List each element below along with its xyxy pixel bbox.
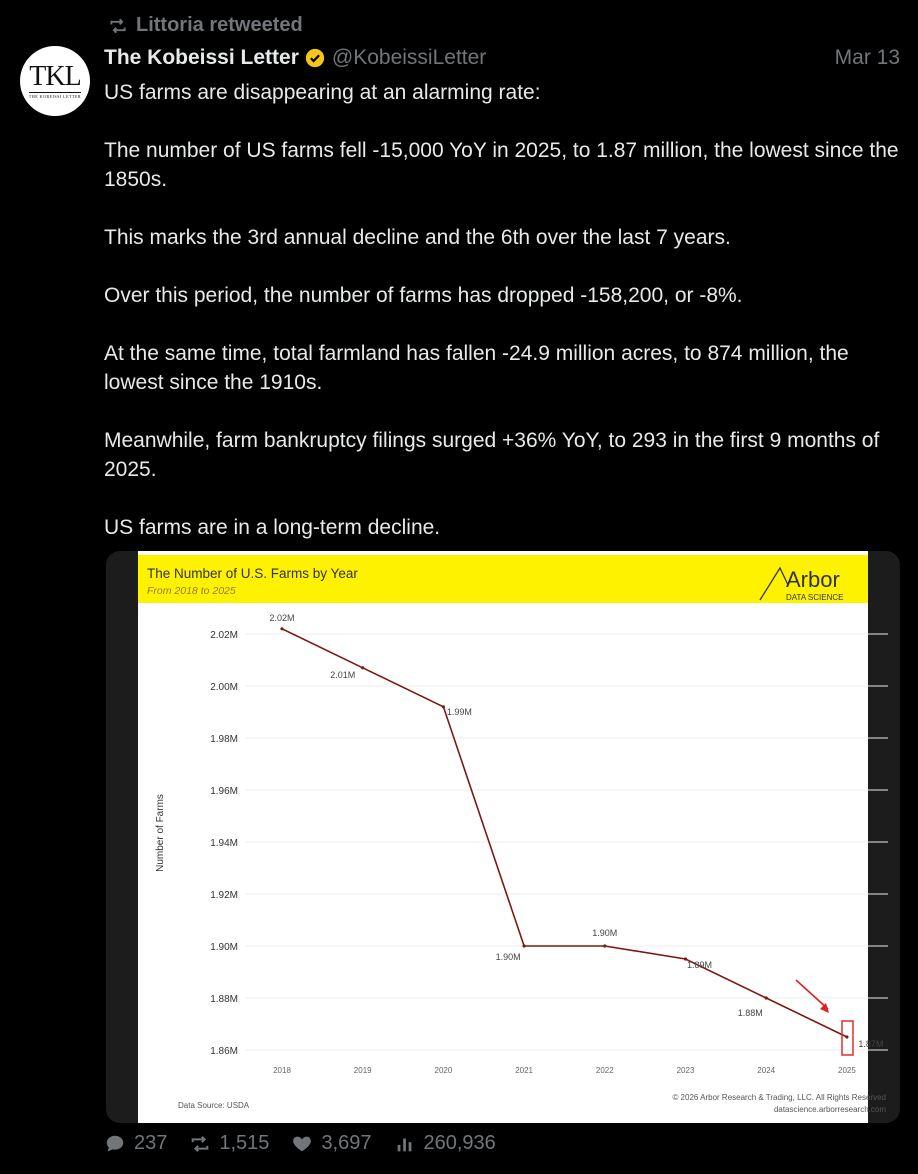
tweet-paragraph: US farms are disappearing at an alarming rate: xyxy=(104,81,541,104)
reply-button[interactable] xyxy=(104,1132,167,1155)
chart-subtitle: From 2018 to 2025 xyxy=(147,585,236,597)
chart-title: The Number of U.S. Farms by Year xyxy=(147,566,358,581)
data-label: 1.90M xyxy=(495,952,521,962)
tweet-paragraph: Over this period, the number of farms has dropped -158,200, or -8%. xyxy=(104,284,743,307)
tweet-media[interactable] xyxy=(106,551,900,1123)
tweet-paragraph: US farms are in a long-term decline. xyxy=(104,516,441,539)
x-tick-label: 2020 xyxy=(434,1066,453,1075)
y-tick-label: 1.90M xyxy=(210,942,238,953)
data-label: 1.90M xyxy=(592,928,618,938)
tweet-header xyxy=(104,44,900,72)
y-tick-label: 1.94M xyxy=(210,838,238,849)
handle[interactable]: @KobeissiLetter xyxy=(331,46,487,69)
retweet-icon xyxy=(108,16,128,36)
copyright: © 2026 Arbor Research & Trading, LLC. All Rights Reserved xyxy=(672,1093,886,1102)
views-button[interactable] xyxy=(394,1132,496,1155)
retweet-label: Littoria retweeted xyxy=(136,14,303,36)
heart-icon xyxy=(291,1133,313,1155)
avatar-subtitle: THE KOBEISSI LETTER xyxy=(28,93,82,99)
x-tick-label: 2018 xyxy=(273,1066,291,1075)
x-tick-label: 2023 xyxy=(676,1066,695,1075)
retweet-icon xyxy=(189,1133,211,1155)
y-tick-label: 1.86M xyxy=(210,1046,238,1057)
retweet-indicator[interactable] xyxy=(108,14,303,37)
y-tick-label: 1.92M xyxy=(210,890,238,901)
data-label: 1.88M xyxy=(737,1008,763,1018)
y-tick-label: 2.00M xyxy=(210,682,238,693)
tweet-paragraph: At the same time, total farmland has fallen -24.9 million acres, to 874 million, the lowest since the 1910s. xyxy=(104,342,855,394)
data-label: 1.89M xyxy=(686,960,713,970)
like-count: 3,697 xyxy=(321,1132,372,1154)
avatar[interactable] xyxy=(20,46,90,116)
x-tick-label: 2025 xyxy=(838,1066,856,1075)
retweet-button[interactable] xyxy=(189,1132,269,1155)
x-tick-label: 2024 xyxy=(757,1066,776,1075)
data-point xyxy=(280,627,283,630)
data-point xyxy=(603,944,606,947)
reply-count: 237 xyxy=(134,1132,168,1154)
tweet-date[interactable]: Mar 13 xyxy=(834,46,900,69)
website: datascience.arborresearch.com xyxy=(773,1105,886,1114)
tweet-text xyxy=(104,78,905,571)
display-name[interactable]: The Kobeissi Letter xyxy=(104,46,299,69)
y-tick-label: 1.98M xyxy=(210,734,238,745)
tweet-paragraph: This marks the 3rd annual decline and the 6th over the last 7 years. xyxy=(104,226,731,249)
verified-badge-icon xyxy=(304,47,326,69)
data-point xyxy=(523,944,526,947)
data-point xyxy=(765,996,768,999)
data-label: 1.87M xyxy=(858,1039,884,1049)
tweet-paragraph: Meanwhile, farm bankruptcy filings surged +36% YoY, to 293 in the first 9 months of 2025. xyxy=(104,429,886,481)
farms-line-chart xyxy=(138,551,886,1123)
like-button[interactable] xyxy=(291,1132,371,1155)
x-tick-label: 2022 xyxy=(595,1066,614,1075)
y-tick-label: 2.02M xyxy=(210,630,238,641)
avatar-monogram: TKL xyxy=(29,60,81,92)
y-tick-label: 1.96M xyxy=(210,786,238,797)
data-label: 2.01M xyxy=(330,669,356,680)
tweet-actions xyxy=(104,1132,496,1155)
x-tick-label: 2021 xyxy=(515,1066,533,1075)
x-tick-label: 2019 xyxy=(353,1066,372,1075)
data-label: 2.02M xyxy=(269,612,295,623)
chart-background xyxy=(138,551,868,1123)
logo-text: Arbor xyxy=(786,567,840,592)
y-tick-label: 1.88M xyxy=(210,994,238,1005)
data-label: 1.99M xyxy=(446,706,472,717)
views-icon xyxy=(394,1133,416,1155)
logo-subtext: DATA SCIENCE xyxy=(786,593,844,602)
data-source: Data Source: USDA xyxy=(178,1101,250,1110)
chart-image xyxy=(138,551,886,1123)
retweet-count: 1,515 xyxy=(219,1132,270,1154)
data-point xyxy=(845,1035,848,1038)
data-point xyxy=(361,666,364,669)
view-count: 260,936 xyxy=(423,1132,496,1154)
reply-icon xyxy=(104,1133,126,1155)
y-axis-label: Number of Farms xyxy=(155,794,166,872)
data-point xyxy=(442,705,445,708)
tweet-paragraph: The number of US farms fell -15,000 YoY in 2025, to 1.87 million, the lowest since the 1850s. xyxy=(104,139,905,191)
